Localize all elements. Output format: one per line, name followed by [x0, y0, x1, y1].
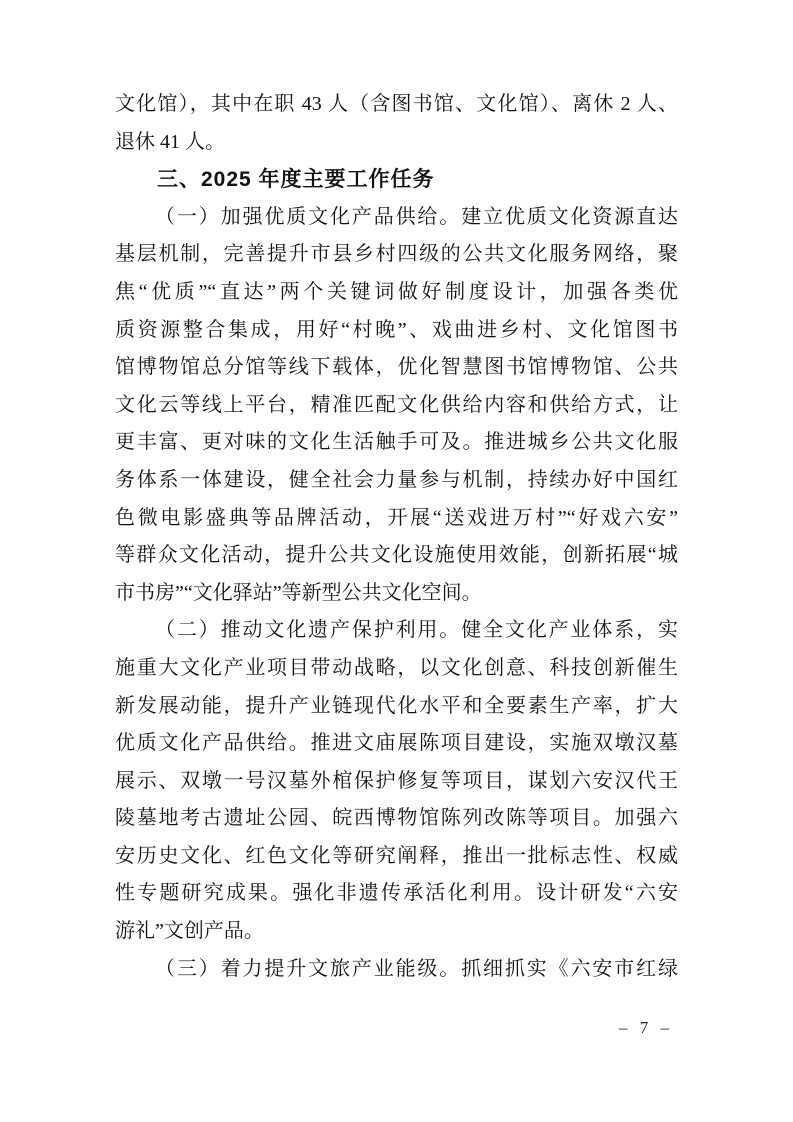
- paragraph-text: 健全文化产业体系，实: [461, 619, 678, 642]
- paragraph-lead: （一）加强优质文化产品供给。: [155, 205, 462, 228]
- document-line: 基层机制，完善提升市县乡村四级的公共文化服务网络，聚: [115, 243, 678, 266]
- document-line: 馆博物馆总分馆等线下载体，优化智慧图书馆博物馆、公共: [115, 356, 678, 379]
- document-line: 质资源整合集成，用好“村晚”、戏曲进乡村、文化馆图书: [115, 318, 678, 341]
- document-line: [115, 199, 678, 237]
- document-line: [115, 951, 678, 989]
- document-line: 色微电影盛典等品牌活动，开展“送戏进万村”“好戏六安”: [115, 506, 678, 529]
- document-line: 更丰富、更对味的文化生活触手可及。推进城乡公共文化服: [115, 431, 678, 454]
- document-line: 文化云等线上平台，精准匹配文化供给内容和供给方式，让: [115, 393, 678, 416]
- document-line: 施重大文化产业项目带动战略，以文化创意、科技创新催生: [115, 656, 678, 679]
- document-line: 市书房”“文化驿站”等新型公共文化空间。: [115, 581, 482, 604]
- paragraph-text: 抓细抓实《六安市红绿: [461, 957, 678, 980]
- paragraph-lead: （二）推动文化遗产保护利用。: [155, 619, 462, 642]
- paragraph-text: 建立优质文化资源直达: [461, 205, 678, 228]
- document-line: 游礼”文创产品。: [115, 920, 264, 943]
- section-heading: 三、2025 年度主要工作任务: [157, 168, 435, 192]
- document-line: 文化馆），其中在职 43 人（含图书馆、文化馆）、离休 2 人、: [115, 93, 678, 115]
- document-line: 安历史文化、红色文化等研究阐释，推出一批标志性、权威: [115, 844, 678, 867]
- document-body: [115, 86, 678, 988]
- document-line: 焦“优质”“直达”两个关键词做好制度设计，加强各类优: [115, 280, 678, 303]
- paragraph-lead: （三）着力提升文旅产业能级。: [155, 957, 462, 980]
- document-line: 新发展动能，提升产业链现代化水平和全要素生产率，扩大: [115, 694, 678, 717]
- document-line: 陵墓地考古遗址公园、皖西博物馆陈列改陈等项目。加强六: [115, 807, 678, 830]
- page-number: – 7 –: [619, 1018, 673, 1037]
- document-line: 等群众文化活动，提升公共文化设施使用效能，创新拓展“城: [115, 544, 678, 567]
- document-line: 退休 41 人。: [115, 130, 225, 153]
- document-line: 展示、双墩一号汉墓外棺保护修复等项目，谋划六安汉代王: [115, 769, 678, 792]
- document-line: [115, 612, 678, 650]
- document-line: 优质文化产品供给。推进文庙展陈项目建设，实施双墩汉墓: [115, 732, 678, 755]
- document-line: 务体系一体建设，健全社会力量参与机制，持续办好中国红: [115, 468, 678, 491]
- document-line: 性专题研究成果。强化非遗传承活化利用。设计研发“六安: [115, 882, 678, 905]
